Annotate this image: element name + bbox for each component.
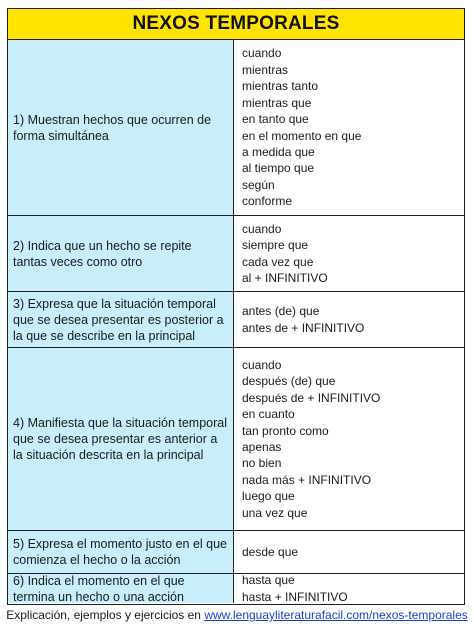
nexo-item: mientras que (242, 95, 312, 110)
nexo-item: al + INFINITIVO (242, 270, 328, 285)
row-nexos (234, 531, 464, 573)
nexo-item: mientras tanto (242, 79, 319, 94)
nexo-item: en el momento en que (242, 128, 362, 143)
nexo-item: conforme (242, 194, 293, 209)
nexo-item: apenas (242, 440, 282, 454)
row-description: 6) Indica el momento en el que termina un hecho o una acción (8, 574, 234, 603)
table-row (8, 574, 464, 603)
nexo-item: luego que (242, 489, 295, 504)
footer-link[interactable]: www.lenguayliteraturafacil.com/nexos-temporales (204, 608, 468, 622)
table-title: NEXOS TEMPORALES (8, 9, 464, 40)
row-nexos (234, 348, 464, 530)
table-row (8, 292, 464, 348)
table-row (8, 348, 464, 531)
nexo-item: en tanto que (242, 112, 309, 127)
nexo-item: hasta que (242, 573, 295, 588)
nexo-item: en cuanto (242, 407, 295, 422)
nexo-item: antes de + INFINITIVO (242, 320, 365, 335)
nexo-item: antes (de) que (242, 304, 320, 319)
nexos-table (7, 8, 465, 605)
nexo-item: al tiempo que (242, 161, 315, 176)
nexo-item: no bien (242, 456, 282, 471)
row-description: 5) Expresa el momento justo en el que comienza el hecho o la acción (8, 531, 234, 573)
nexo-item: cuando (242, 46, 282, 61)
nexo-item: una vez que (242, 505, 308, 520)
nexo-item: hasta + INFINITIVO (242, 589, 348, 604)
nexo-item: siempre que (242, 238, 309, 253)
nexo-item: cada vez que (242, 254, 314, 269)
nexo-item: cuando (242, 357, 282, 372)
nexo-item: después (de) que (242, 374, 336, 389)
footer-text: Explicación, ejemplos y ejercicios en (6, 608, 205, 622)
row-nexos (234, 216, 464, 291)
nexo-item: cuando (242, 221, 282, 236)
nexo-item: a medida que (242, 144, 315, 159)
row-description: 2) Indica que un hecho se repite tantas veces como otro (8, 216, 234, 291)
row-nexos (234, 292, 464, 347)
nexo-item: después de + INFINITIVO (242, 390, 381, 405)
table-row (8, 40, 464, 216)
nexo-item: tan pronto como (242, 423, 329, 438)
nexo-item: según (242, 177, 275, 192)
row-description: 1) Muestran hechos que ocurren de forma simultánea (8, 40, 234, 215)
nexo-item: nada más + INFINITIVO (242, 472, 372, 487)
row-nexos (234, 574, 464, 603)
nexo-item: desde que (242, 544, 299, 559)
table-row (8, 531, 464, 574)
row-description: 4) Manifiesta que la situación temporal que se desea presentar es anterior a la situación descrita en la principal (8, 348, 234, 530)
nexo-item: mientras (242, 62, 289, 77)
row-nexos (234, 40, 464, 215)
row-description: 3) Expresa que la situación temporal que se desea presentar es posterior a la que se describe en la principal (8, 292, 234, 347)
table-row (8, 216, 464, 292)
footer (0, 608, 474, 622)
